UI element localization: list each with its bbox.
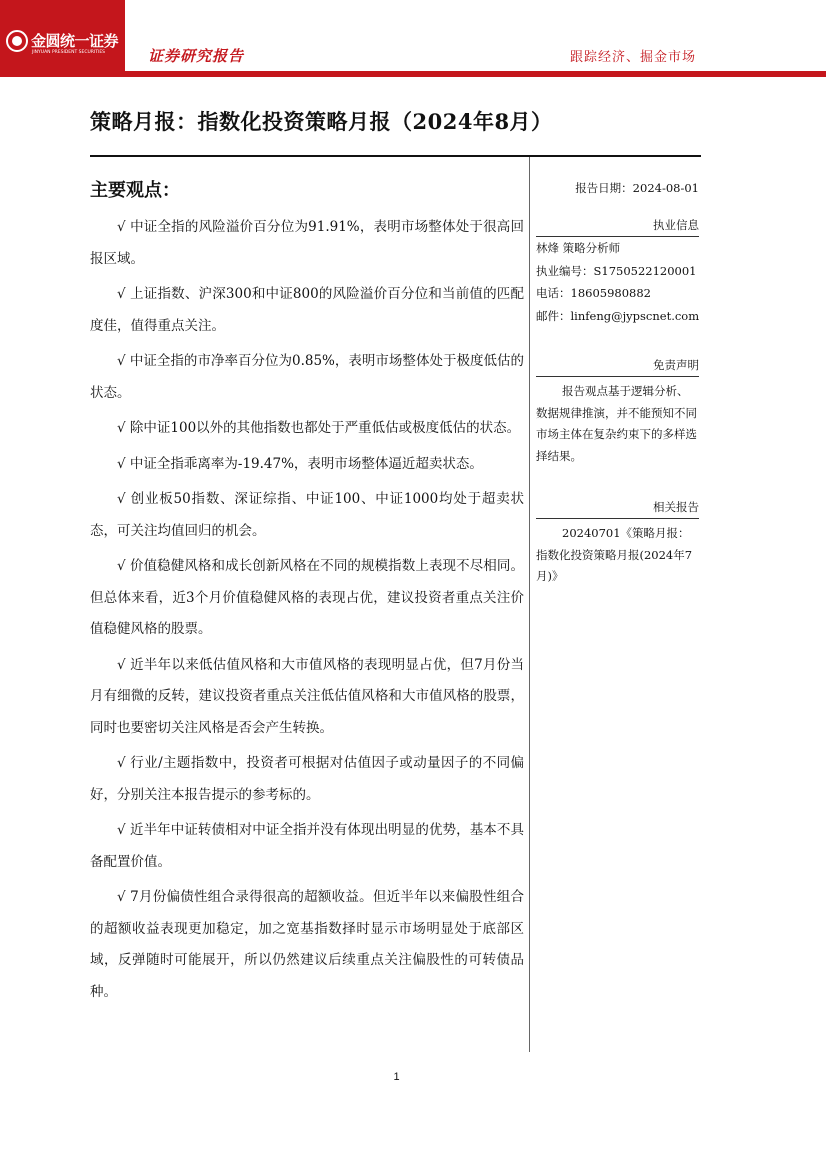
column-divider: [529, 157, 530, 1052]
disclaimer-text: 报告观点基于逻辑分析、数据规律推演，并不能预知不同市场主体在复杂约束下的多样选择结果。: [536, 384, 697, 463]
header-rule: [125, 71, 826, 77]
key-point: √ 7月份偏债性组合录得很高的超额收益。但近半年以来偏股性组合的超额收益表现更加稳定，加之宽基指数择时显示市场明显处于底部区域，反弹随时可能展开，所以仍然建议后续重点关注偏股性的可转债品种。: [90, 889, 524, 1000]
key-point: √ 除中证100以外的其他指数也都处于严重低估或极度低估的状态。: [117, 420, 521, 436]
key-point: √ 近半年中证转债相对中证全指并没有体现出明显的优势，基本不具备配置价值。: [90, 822, 524, 870]
analyst-email: 邮件：linfeng@jypscnet.com: [536, 308, 700, 323]
analyst-license: 执业编号：S1750522120001: [536, 263, 697, 278]
key-point: √ 中证全指乖离率为-19.47%，表明市场整体逼近超卖状态。: [117, 455, 483, 472]
related-reports: [536, 499, 699, 588]
analyst-heading: 执业信息: [536, 217, 699, 237]
related-report-item: 20240701《策略月报：指数化投资策略月报(2024年7月)》: [536, 526, 693, 583]
key-point: √ 价值稳健风格和成长创新风格在不同的规模指数上表现不尽相同。但总体来看，近3个月价值稳健风格的表现占优，建议投资者重点关注价值稳健风格的股票。: [90, 558, 524, 637]
disclaimer: [536, 357, 699, 467]
header-slogan: 跟踪经济、掘金市场: [569, 50, 696, 65]
key-point: √ 上证指数、沪深300和中证800的风险溢价百分位和当前值的匹配度佳，值得重点关注。: [90, 286, 524, 334]
analyst-info: [536, 217, 699, 327]
section-heading: 主要观点：: [90, 180, 180, 201]
title-divider: [90, 155, 701, 157]
key-points: [90, 212, 524, 1012]
analyst-name: 林烽 策略分析师: [536, 241, 621, 255]
disclaimer-heading: 免责声明: [536, 357, 699, 377]
analyst-phone: 电话：18605980882: [536, 286, 651, 300]
key-point: √ 创业板50指数、深证综指、中证100、中证1000均处于超卖状态，可关注均值回归的机会。: [90, 491, 524, 539]
company-logo: [0, 0, 125, 77]
logo-emblem-icon: [6, 30, 28, 52]
logo-subtext: JINYUAN PRESIDENT SECURITIES: [32, 50, 106, 55]
report-type: 证券研究报告: [148, 47, 245, 65]
key-point: √ 中证全指的风险溢价百分位为91.91%，表明市场整体处于很高回报区域。: [90, 219, 524, 267]
key-point: √ 中证全指的市净率百分位为0.85%，表明市场整体处于极度低估的状态。: [90, 353, 524, 401]
page-number: 1: [393, 1071, 400, 1083]
related-heading: 相关报告: [536, 499, 699, 519]
logo-text: 金圆统一证券: [31, 32, 119, 50]
page-title: 策略月报：指数化投资策略月报（2024年8月）: [90, 109, 553, 134]
key-point: √ 近半年以来低估值风格和大市值风格的表现明显占优，但7月份当月有细微的反转，建议投资者重点关注低估值风格和大市值风格的股票，同时也要密切关注风格是否会产生转换。: [90, 656, 524, 736]
report-date: 报告日期：2024-08-01: [575, 181, 699, 195]
key-point: √ 行业/主题指数中，投资者可根据对估值因子或动量因子的不同偏好，分别关注本报告提示的参考标的。: [90, 755, 524, 803]
